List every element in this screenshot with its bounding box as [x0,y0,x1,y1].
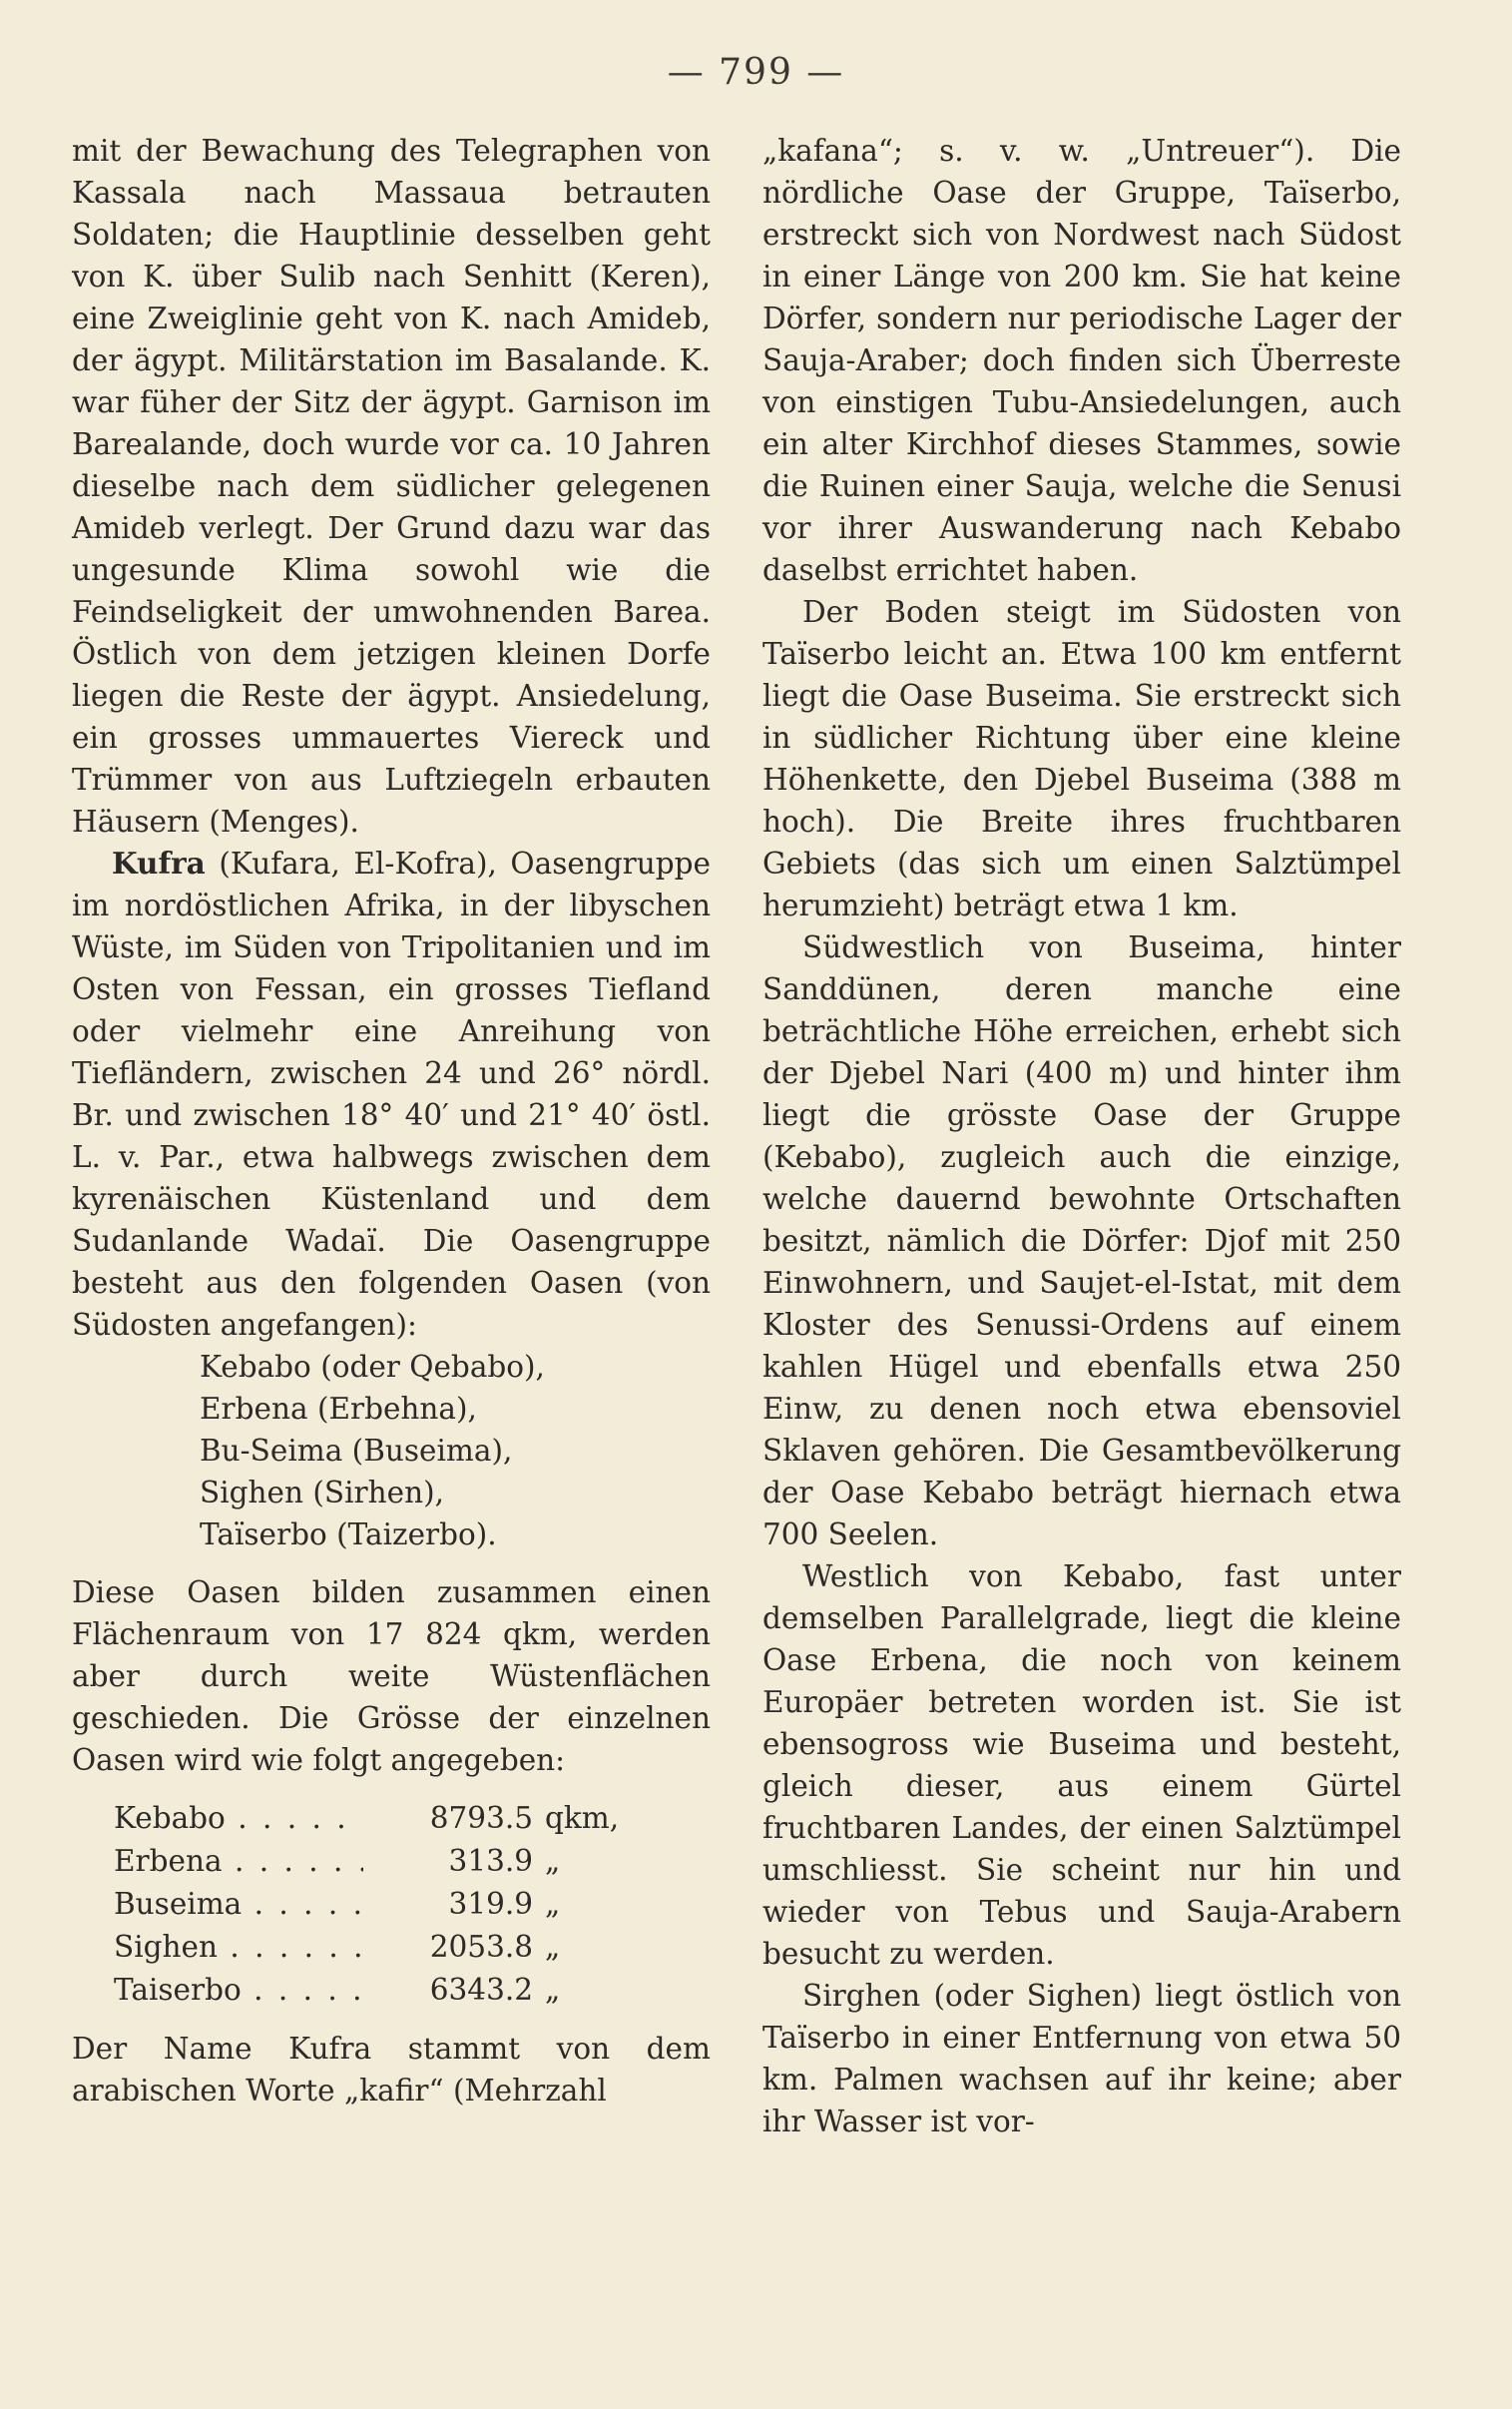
oasis-name: Buseima . . . [72,1883,363,1926]
oasis-area: 313.9 [448,1844,533,1878]
area-unit: „ [545,1844,561,1878]
entry-headword-kufra: Kufra [112,846,206,881]
paragraph-kebabo: Südwestlich von Buseima, hinter Sanddünen, deren manche eine beträchtliche Höhe erreichen, erhebt sich der Djebel Nari (400 m) und hinter ihm liegt die grösste Oase der Gruppe (Kebabo), zugleich auch die einzige, welche dauernd bewohnte Ortschaften besitzt, nämlich die Dörfer: Djof mit 250 Einwohnern, und Saujet-el-Istat, mit dem Kloster des Senussi-Ordens auf einem kahlen Hügel und ebenfalls etwa 250 Einw, zu denen noch etwa ebensoviel Sklaven gehören. Die Gesamtbevölkerung der Oase Kebabo beträgt hiernach etwa 700 Seelen. [762,930,1401,1551]
table-row [72,1797,711,1840]
oasis-name: Sighen . . . [72,1926,363,1969]
oasis-name: Kebabo . . . [72,1797,363,1840]
paragraph-telegraph: mit der Bewachung des Telegraphen von Kassala nach Massaua betrauten Soldaten; die Hauptlinie desselben geht von K. über Sulib nach Senhitt (Keren), eine Zweiglinie geht von K. nach Amideb, der ägypt. Militärstation im Basalande. K. war füher der Sitz der ägypt. Garnison im Barealande, doch wurde vor ca. 10 Jahren dieselbe nach dem südlicher gelegenen Amideb verlegt. Der Grund dazu war das ungesunde Klima sowohl wie die Feindseligkeit der umwohnenden Barea. Östlich von dem jetzigen kleinen Dorfe liegen die Reste der ägypt. Ansiedelung, ein grosses ummauertes Viereck und Trümmer von aus Luftziegeln erbauten Häusern (Menges). [72,134,711,839]
right-column [762,130,1401,2142]
table-row [72,1926,711,1969]
oasis-area: 2053.8 [429,1930,533,1964]
paragraph-area: Diese Oasen bilden zusammen einen Flächenraum von 17 824 qkm, werden aber durch weite Wüstenflächen geschieden. Die Grösse der einzelnen Oasen wird wie folgt angegeben: [72,1575,711,1777]
oasis-area: 319.9 [448,1887,533,1921]
oasis-area: 6343.2 [429,1973,533,2007]
paragraph-sighen: Sirghen (oder Sighen) liegt östlich von Taïserbo in einer Entfernung von etwa 50 km. Palmen wachsen auf ihr keine; aber ihr Wasser ist vor- [762,1979,1401,2138]
paragraph-kufra-intro [72,843,711,1346]
area-unit: „ [545,1973,561,2007]
kufra-intro-text: (Kufara, El-Kofra), Oasengruppe im nordöstlichen Afrika, in der libyschen Wüste, im Süden von Tripolitanien und im Osten von Fessan, ein grosses Tiefland oder vielmehr eine Anreihung von Tiefländern, zwischen 24 und 26° nördl. Br. und zwischen 18° 40′ und 21° 40′ östl. L. v. Par., etwa halbwegs zwischen dem kyrenäischen Küstenland und dem Sudanlande Wadaï. Die Oasengruppe besteht aus den folgenden Oasen (von Südosten angefangen): [72,847,711,1342]
oasis-list-item: Kebabo (oder Qebabo), [200,1350,545,1384]
oasis-name: Erbena . . . [72,1840,363,1883]
paragraph-taiserbo: „kafana“; s. v. w. „Untreuer“). Die nördliche Oase der Gruppe, Taïserbo, erstreckt sich von Nordwest nach Südost in einer Länge von 200 km. Sie hat keine Dörfer, sondern nur periodische Lager der Sauja-Araber; doch finden sich Überreste von einstigen Tubu-Ansiedelungen, auch ein alter Kirchhof dieses Stammes, sowie die Ruinen einer Sauja, welche die Senusi vor ihrer Auswanderung nach Kebabo daselbst errichtet haben. [762,134,1401,587]
oasis-list-item: Erbena (Erbehna), [200,1392,477,1426]
paragraph-buseima: Der Boden steigt im Südosten von Taïserbo leicht an. Etwa 100 km entfernt liegt die Oase Buseima. Sie erstreckt sich in südlicher Richtung über eine kleine Höhenkette, den Djebel Buseima (388 m hoch). Die Breite ihres fruchtbaren Gebiets (das sich um einen Salztümpel herumzieht) beträgt etwa 1 km. [762,595,1401,922]
table-row [72,1969,711,2012]
oasis-list-item: Taïserbo (Taizerbo). [200,1517,497,1551]
area-table [72,1797,711,2012]
oasis-list [200,1346,711,1555]
page-number: — 799 — [667,52,845,93]
area-unit: qkm, [545,1801,620,1835]
left-column [72,130,711,2111]
oasis-list-item: Bu-Seima (Buseima), [200,1434,513,1468]
area-unit: „ [545,1887,561,1921]
table-row [72,1840,711,1883]
oasis-name: Taiserbo . . . [72,1969,363,2012]
table-row [72,1883,711,1926]
oasis-area: 8793.5 [429,1801,533,1835]
oasis-list-item: Sighen (Sirhen), [200,1476,444,1509]
paragraph-erbena: Westlich von Kebabo, fast unter demselben Parallelgrade, liegt die kleine Oase Erbena, die noch von keinem Europäer betreten worden ist. Sie ist ebensogross wie Buseima und besteht, gleich dieser, aus einem Gürtel fruchtbaren Landes, der einen Salztümpel umschliesst. Sie scheint nur hin und wieder von Tebus und Sauja-Arabern besucht zu werden. [762,1559,1401,1971]
paragraph-name-origin: Der Name Kufra stammt von dem arabischen Worte „kafir“ (Mehrzahl [72,2032,711,2108]
area-unit: „ [545,1930,561,1964]
